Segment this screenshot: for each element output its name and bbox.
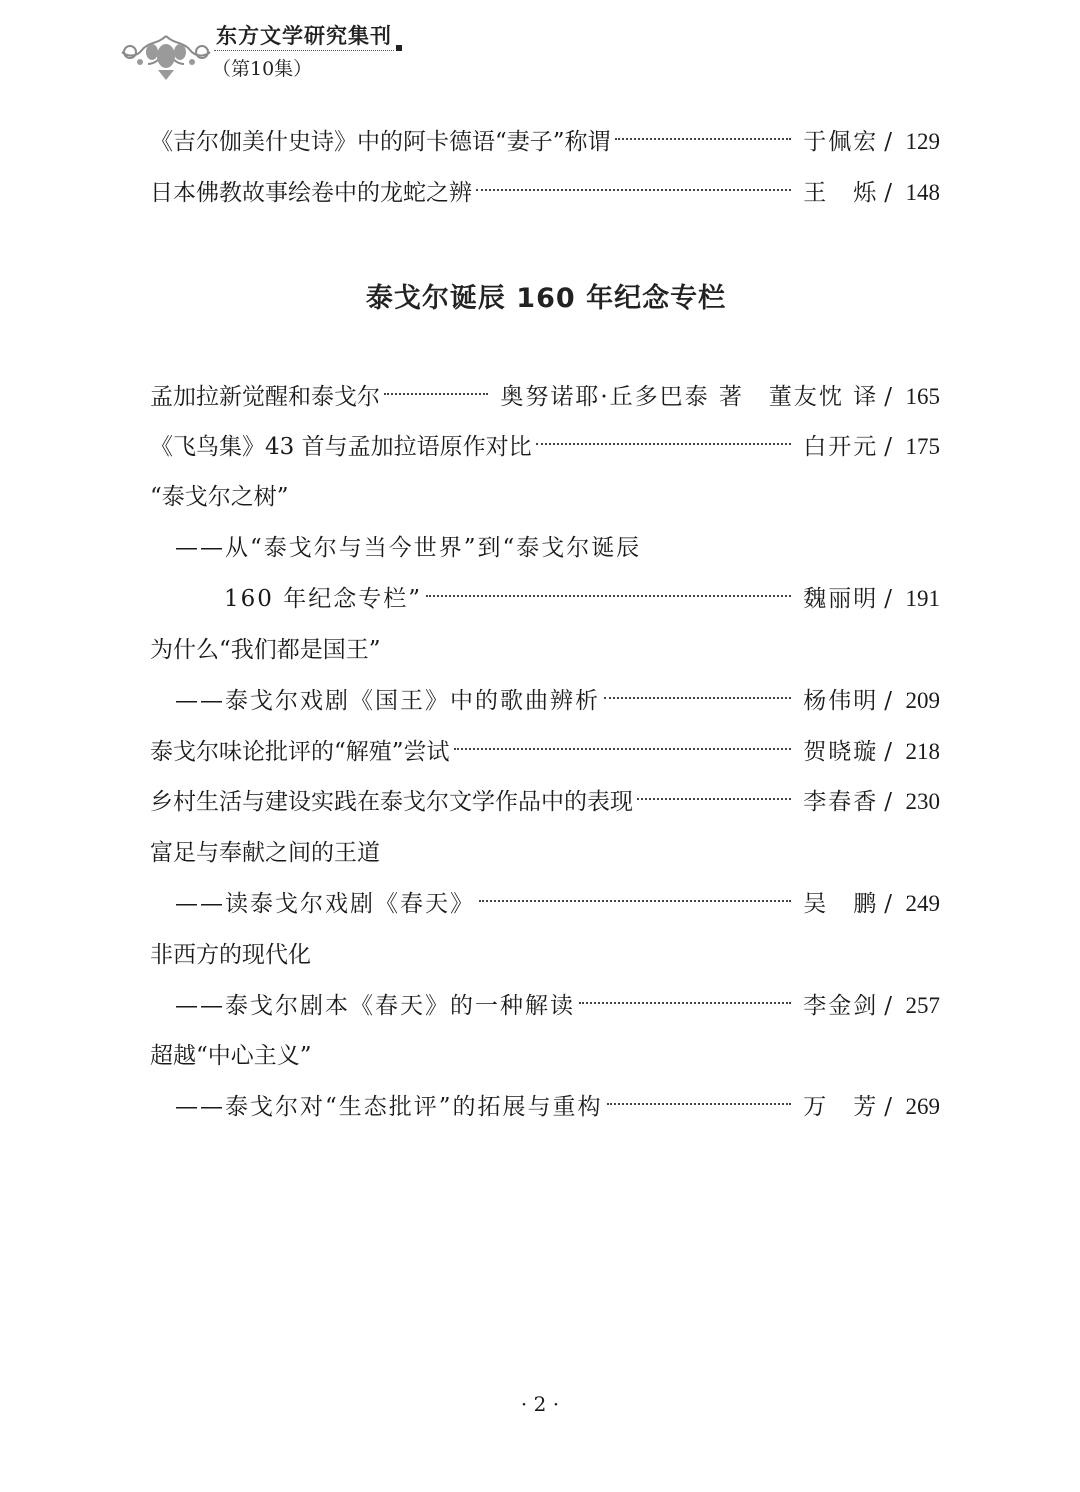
toc-entry (175, 986, 940, 1026)
entry-subtitle: ——泰戈尔剧本《春天》的一种解读 (175, 993, 575, 1019)
entry-page: 148 (905, 180, 940, 205)
dot-leader (637, 798, 791, 800)
toc-entry (175, 884, 940, 924)
separator: / (884, 586, 892, 612)
separator: / (884, 789, 892, 815)
dot-leader (615, 138, 792, 140)
toc-entry (175, 1087, 940, 1127)
entry-page: 230 (905, 789, 940, 814)
toc-entry (150, 427, 940, 467)
entry-page: 269 (905, 1094, 940, 1119)
entry-subtitle: ——从“泰戈尔与当今世界”到“泰戈尔诞辰 (175, 535, 642, 561)
dot-leader (426, 595, 791, 597)
separator: / (884, 688, 892, 714)
toc-entry (150, 173, 940, 213)
toc-entry (175, 681, 940, 721)
journal-title: 东方文学研究集刊 (216, 24, 392, 48)
entry-title: 乡村生活与建设实践在泰戈尔文学作品中的表现 (150, 789, 633, 815)
separator: / (884, 739, 892, 765)
entry-title: 超越“中心主义” (150, 1043, 312, 1069)
header-dot (396, 45, 402, 51)
entry-author: 白开元 (803, 434, 879, 460)
entry-page: 165 (905, 384, 940, 409)
toc-entry (224, 579, 940, 619)
entry-subtitle: ——泰戈尔戏剧《国王》中的歌曲辨析 (175, 688, 600, 714)
entry-author: 万 芳 (803, 1094, 879, 1120)
dot-leader (536, 443, 792, 445)
entry-author: 魏丽明 (803, 586, 879, 612)
section-title: 泰戈尔诞辰 160 年纪念专栏 (365, 283, 727, 314)
entry-title: 《吉尔伽美什史诗》中的阿卡德语“妻子”称谓 (150, 129, 611, 155)
entry-page: 257 (905, 993, 940, 1018)
toc-entry (150, 732, 940, 772)
entry-subtitle: ——泰戈尔对“生态批评”的拓展与重构 (175, 1094, 603, 1120)
entry-page: 209 (905, 688, 940, 713)
entry-page: 129 (905, 129, 940, 154)
separator: / (884, 891, 892, 917)
dot-leader (454, 748, 792, 750)
entry-page: 249 (905, 891, 940, 916)
separator: / (884, 434, 892, 460)
entry-title: 为什么“我们都是国王” (150, 637, 381, 663)
entry-page: 191 (905, 586, 940, 611)
separator: / (884, 180, 892, 206)
toc-entry (150, 782, 940, 822)
entry-page: 218 (905, 739, 940, 764)
entry-title: 非西方的现代化 (150, 942, 311, 968)
running-header (118, 18, 408, 82)
separator: / (884, 384, 892, 410)
issue-number: （第10集） (212, 58, 313, 80)
separator: / (884, 993, 892, 1019)
entry-author: 贺晓璇 (803, 739, 879, 765)
entry-author: 杨伟明 (803, 688, 879, 714)
dot-leader (476, 189, 791, 191)
entry-author: 李金剑 (803, 993, 879, 1019)
header-rule (214, 50, 394, 51)
dot-leader (384, 393, 488, 395)
separator: / (884, 129, 892, 155)
entry-page: 175 (905, 434, 940, 459)
entry-subtitle: ——读泰戈尔戏剧《春天》 (175, 891, 475, 917)
entry-author: 奥努诺耶·丘多巴泰 著 董友忱 译 (500, 384, 879, 410)
entry-title: 泰戈尔味论批评的“解殖”尝试 (150, 739, 450, 765)
dot-leader (479, 900, 791, 902)
entry-author: 李春香 (803, 789, 879, 815)
entry-author: 吴 鹏 (803, 891, 879, 917)
entry-author: 王 烁 (803, 180, 879, 206)
ornament-icon (118, 30, 214, 82)
entry-subtitle: 160 年纪念专栏” (224, 586, 422, 612)
separator: / (884, 1094, 892, 1120)
entry-title: 孟加拉新觉醒和泰戈尔 (150, 384, 380, 410)
entry-title: 日本佛教故事绘卷中的龙蛇之辨 (150, 180, 472, 206)
page-number: · 2 · (520, 1392, 560, 1416)
dot-leader (604, 697, 791, 699)
toc-entry (150, 377, 940, 417)
dot-leader (579, 1002, 791, 1004)
entry-author: 于佩宏 (803, 129, 879, 155)
entry-title: 富足与奉献之间的王道 (150, 840, 380, 866)
entry-title: “泰戈尔之树” (150, 484, 289, 510)
entry-title: 《飞鸟集》43 首与孟加拉语原作对比 (150, 434, 532, 460)
dot-leader (607, 1103, 792, 1105)
toc-entry (150, 122, 940, 162)
